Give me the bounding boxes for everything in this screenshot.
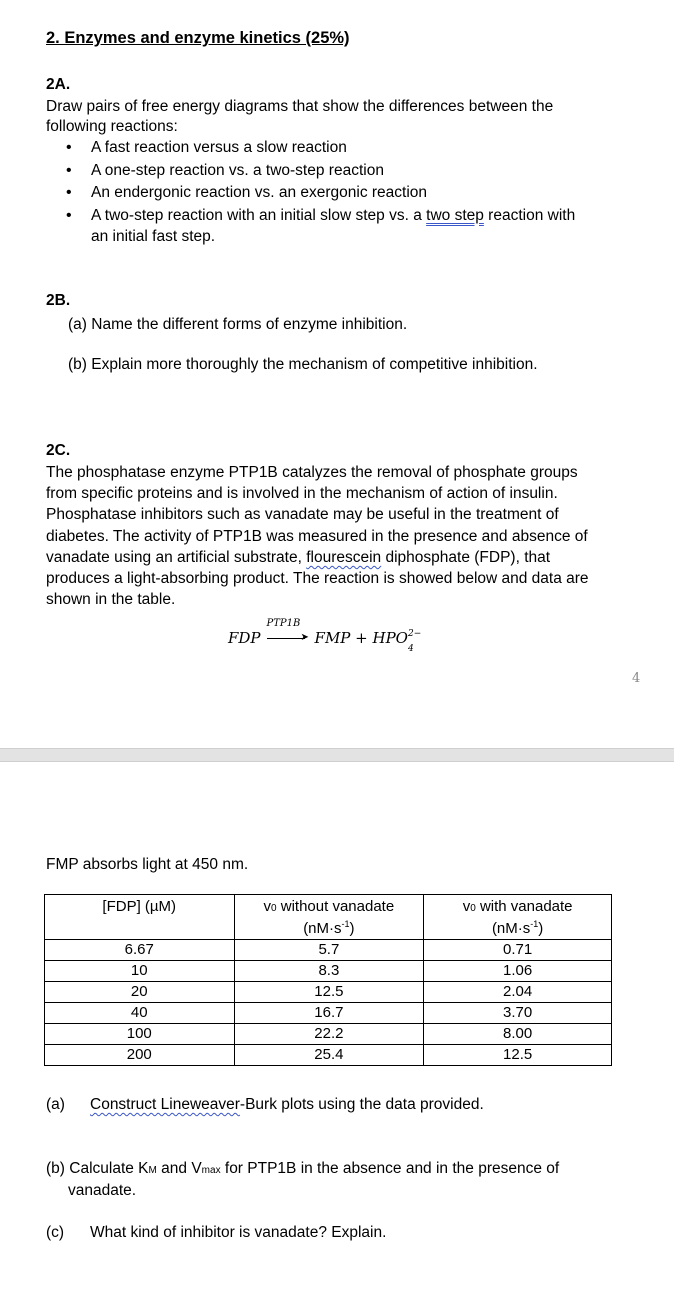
question-2c-a-label: (a) bbox=[46, 1096, 65, 1113]
table-row bbox=[45, 1045, 612, 1066]
arrow-line bbox=[267, 638, 305, 639]
question-text: for PTP1B in the absence and in the presence of bbox=[220, 1160, 560, 1177]
header-text: with vanadate bbox=[475, 898, 573, 915]
page-number: 4 bbox=[632, 671, 641, 686]
km-subscript: M bbox=[148, 1165, 157, 1176]
spelling-flagged-word[interactable]: flourescein bbox=[306, 549, 382, 566]
header-v0-with-vanadate bbox=[424, 895, 612, 940]
list-item-text-end: reaction with bbox=[483, 206, 576, 224]
question-2b-a: (a) Name the different forms of enzyme inhibition. bbox=[68, 316, 408, 333]
section-2c-line2: from specific proteins and is involved in the mechanism of action of insulin. bbox=[46, 485, 558, 502]
header-unit: (nM·s bbox=[491, 920, 531, 937]
header-text: without vanadate bbox=[276, 898, 395, 915]
page-gap bbox=[0, 748, 674, 762]
header-unit-exponent: -1 bbox=[530, 919, 539, 929]
equation-products: FMP + HPO bbox=[314, 629, 408, 647]
cell-v0-with: 8.00 bbox=[424, 1024, 612, 1045]
section-2b-label: 2B. bbox=[46, 292, 71, 309]
list-item bbox=[66, 182, 575, 204]
line-text: vanadate using an artificial substrate, bbox=[46, 549, 307, 566]
cell-v0-with: 3.70 bbox=[424, 1003, 612, 1024]
vmax-subscript: max bbox=[201, 1165, 221, 1176]
cell-v0-with: 2.04 bbox=[424, 982, 612, 1003]
question-text: -Burk plots using the data provided. bbox=[239, 1096, 484, 1113]
cell-v0-without: 8.3 bbox=[234, 961, 424, 982]
question-2c-b-line2: vanadate. bbox=[68, 1182, 137, 1199]
arrowhead-icon: ➤ bbox=[300, 632, 309, 643]
reaction-pairs-list bbox=[66, 137, 575, 248]
section-2c-label: 2C. bbox=[46, 442, 71, 459]
header-text: [FDP] (µM) bbox=[102, 898, 177, 915]
list-item bbox=[66, 205, 575, 248]
spelling-flagged-word[interactable]: Construct Lineweaver bbox=[90, 1096, 240, 1113]
cell-v0-with: 12.5 bbox=[424, 1045, 612, 1066]
cell-v0-without: 5.7 bbox=[234, 940, 424, 961]
section-heading: 2. Enzymes and enzyme kinetics (25%) bbox=[46, 29, 350, 47]
header-unit-close: ) bbox=[349, 920, 355, 937]
cell-fdp: 10 bbox=[45, 961, 235, 982]
header-text: v bbox=[263, 898, 272, 915]
cell-v0-without: 16.7 bbox=[234, 1003, 424, 1024]
cell-fdp: 40 bbox=[45, 1003, 235, 1024]
cell-fdp: 6.67 bbox=[45, 940, 235, 961]
equation-ion-scripts bbox=[407, 629, 422, 654]
question-text: (b) Calculate K bbox=[46, 1160, 149, 1177]
list-item-text: A two-step reaction with an initial slow step vs. a bbox=[91, 206, 427, 224]
cell-v0-with: 1.06 bbox=[424, 961, 612, 982]
header-unit-close: ) bbox=[538, 920, 544, 937]
cell-v0-without: 12.5 bbox=[234, 982, 424, 1003]
grammar-flagged-text[interactable]: two step bbox=[426, 206, 484, 224]
header-text: v bbox=[462, 898, 471, 915]
header-unit: (nM·s bbox=[303, 920, 342, 937]
cell-fdp: 200 bbox=[45, 1045, 235, 1066]
fmp-absorbance-note: FMP absorbs light at 450 nm. bbox=[46, 856, 249, 873]
question-text: and V bbox=[156, 1160, 202, 1177]
section-2c-line3: Phosphatase inhibitors such as vanadate may be useful in the treatment of bbox=[46, 506, 559, 523]
header-unit-exponent: -1 bbox=[341, 919, 350, 929]
section-2a-intro-line2: following reactions: bbox=[46, 118, 178, 135]
table-row bbox=[45, 982, 612, 1003]
header-subscript: 0 bbox=[470, 903, 476, 914]
list-item-text: A one-step reaction vs. a two-step reaction bbox=[91, 161, 384, 179]
equation-ion-charge: 2− bbox=[407, 629, 422, 639]
header-fdp-concentration bbox=[45, 895, 235, 940]
section-2c-line4: diabetes. The activity of PTP1B was measured in the presence and absence of bbox=[46, 528, 588, 545]
arrow-enzyme-label: PTP1B bbox=[266, 618, 301, 629]
cell-v0-with: 0.71 bbox=[424, 940, 612, 961]
table-row bbox=[45, 1003, 612, 1024]
section-2a-intro-line1: Draw pairs of free energy diagrams that show the differences between the bbox=[46, 98, 554, 115]
kinetics-data-table bbox=[44, 894, 612, 1066]
question-2c-a bbox=[90, 1094, 484, 1116]
question-2c-c: What kind of inhibitor is vanadate? Explain. bbox=[90, 1224, 387, 1241]
list-item-text: An endergonic reaction vs. an exergonic reaction bbox=[91, 184, 428, 201]
section-2c-line1: The phosphatase enzyme PTP1B catalyzes the removal of phosphate groups bbox=[46, 464, 578, 481]
line-text-end: diphosphate (FDP), that bbox=[381, 549, 551, 566]
section-2c-line7: shown in the table. bbox=[46, 591, 176, 608]
list-item-text-line2: an initial fast step. bbox=[91, 228, 216, 245]
cell-v0-without: 25.4 bbox=[234, 1045, 424, 1066]
table-row bbox=[45, 1024, 612, 1045]
header-subscript: 0 bbox=[271, 903, 277, 914]
equation-reactant: FDP bbox=[228, 629, 261, 647]
list-item bbox=[66, 160, 575, 182]
table-header-row bbox=[45, 895, 612, 940]
reaction-arrow bbox=[265, 618, 311, 646]
question-2c-b bbox=[46, 1158, 559, 1182]
header-v0-without-vanadate bbox=[234, 895, 424, 940]
list-item-text: A fast reaction versus a slow reaction bbox=[91, 139, 347, 156]
table-row bbox=[45, 940, 612, 961]
reaction-equation bbox=[228, 618, 422, 654]
cell-v0-without: 22.2 bbox=[234, 1024, 424, 1045]
section-2c-line6: produces a light-absorbing product. The reaction is showed below and data are bbox=[46, 570, 589, 587]
section-2a-label: 2A. bbox=[46, 76, 71, 93]
cell-fdp: 20 bbox=[45, 982, 235, 1003]
equation-ion-subscript: 4 bbox=[407, 644, 414, 654]
list-item bbox=[66, 137, 575, 159]
section-2c-line5 bbox=[46, 547, 550, 569]
question-2c-c-label: (c) bbox=[46, 1224, 65, 1241]
table-row bbox=[45, 961, 612, 982]
cell-fdp: 100 bbox=[45, 1024, 235, 1045]
question-2b-b: (b) Explain more thoroughly the mechanism of competitive inhibition. bbox=[68, 356, 538, 373]
